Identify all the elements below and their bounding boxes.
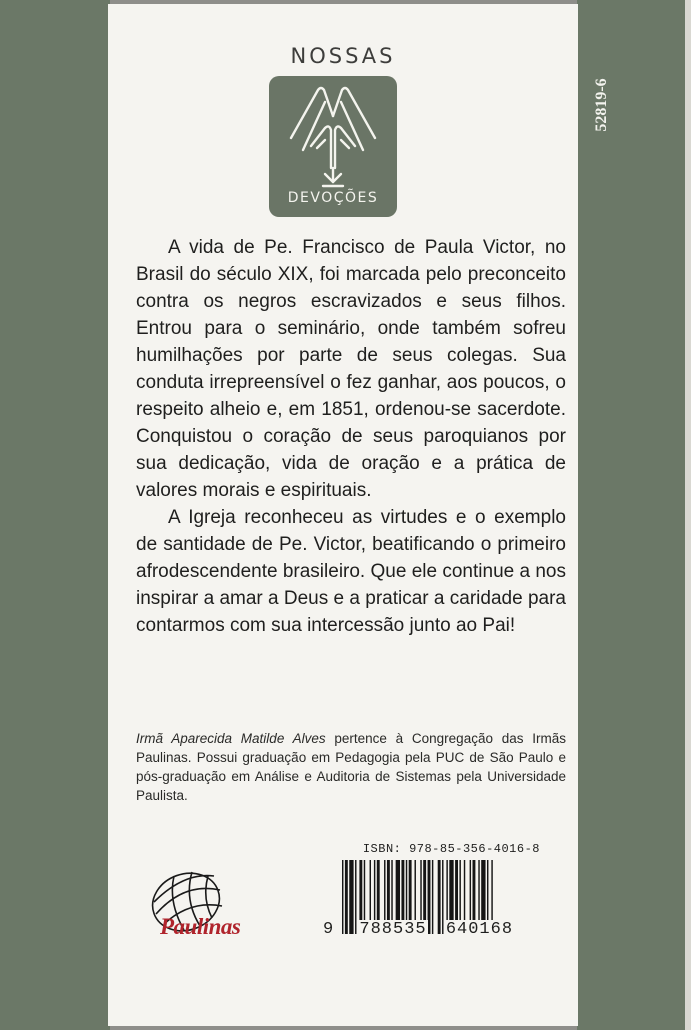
barcode-left-group: 788535 — [359, 920, 427, 939]
barcode-right-group: 640168 — [445, 920, 514, 939]
author-bio — [136, 729, 566, 805]
side-code — [576, 60, 628, 150]
author-bio-text: pertence à Congregação das Irmãs Paulinas. Possui graduação em Pedagogia pela PUC de São Paulo e pós-graduação em Análise e Auditoria de Sistemas pela Universidade Paulista. — [136, 731, 566, 803]
author-name: Irmã Aparecida Matilde Alves — [136, 731, 326, 746]
description-paragraph: A Igreja reconheceu as virtudes e o exemplo de santidade de Pe. Victor, beatificando o primeiro afrodescendente brasileiro. Que ele continue a nos inspirar a amar a Deus e a praticar a caridade para contarmos com sua intercessão junto ao Pai! — [136, 507, 566, 636]
isbn-label: ISBN: 978-85-356-4016-8 — [362, 842, 540, 856]
side-code-text: 52819-6 — [593, 78, 610, 132]
series-logo — [269, 76, 397, 217]
book-description — [136, 234, 566, 639]
back-cover — [108, 4, 578, 1026]
right-green-stripe — [577, 0, 685, 1030]
series-title-top: NOSSAS — [290, 44, 396, 68]
description-paragraph: A vida de Pe. Francisco de Paula Victor, no Brasil do século XIX, foi marcada pelo preconceito contra os negros escravizados e seus filhos. Entrou para o seminário, onde também sofreu humilhações por parte de seus colegas. Sua conduta irrepreensível o fez ganhar, aos poucos, o respeito alheio e, em 1851, ordenou-se sacerdote. Conquistou o coração de seus paroquianos por sua dedicação, vida de oração e a prática de valores morais e espirituais. — [136, 237, 566, 501]
publisher-logo: Paulinas — [160, 914, 241, 939]
book-edge — [685, 0, 691, 1030]
series-title-bottom: DEVOÇÕES — [287, 190, 379, 206]
barcode-digits — [322, 920, 542, 939]
barcode-first-digit: 9 — [323, 920, 335, 939]
left-green-stripe — [0, 0, 110, 1030]
